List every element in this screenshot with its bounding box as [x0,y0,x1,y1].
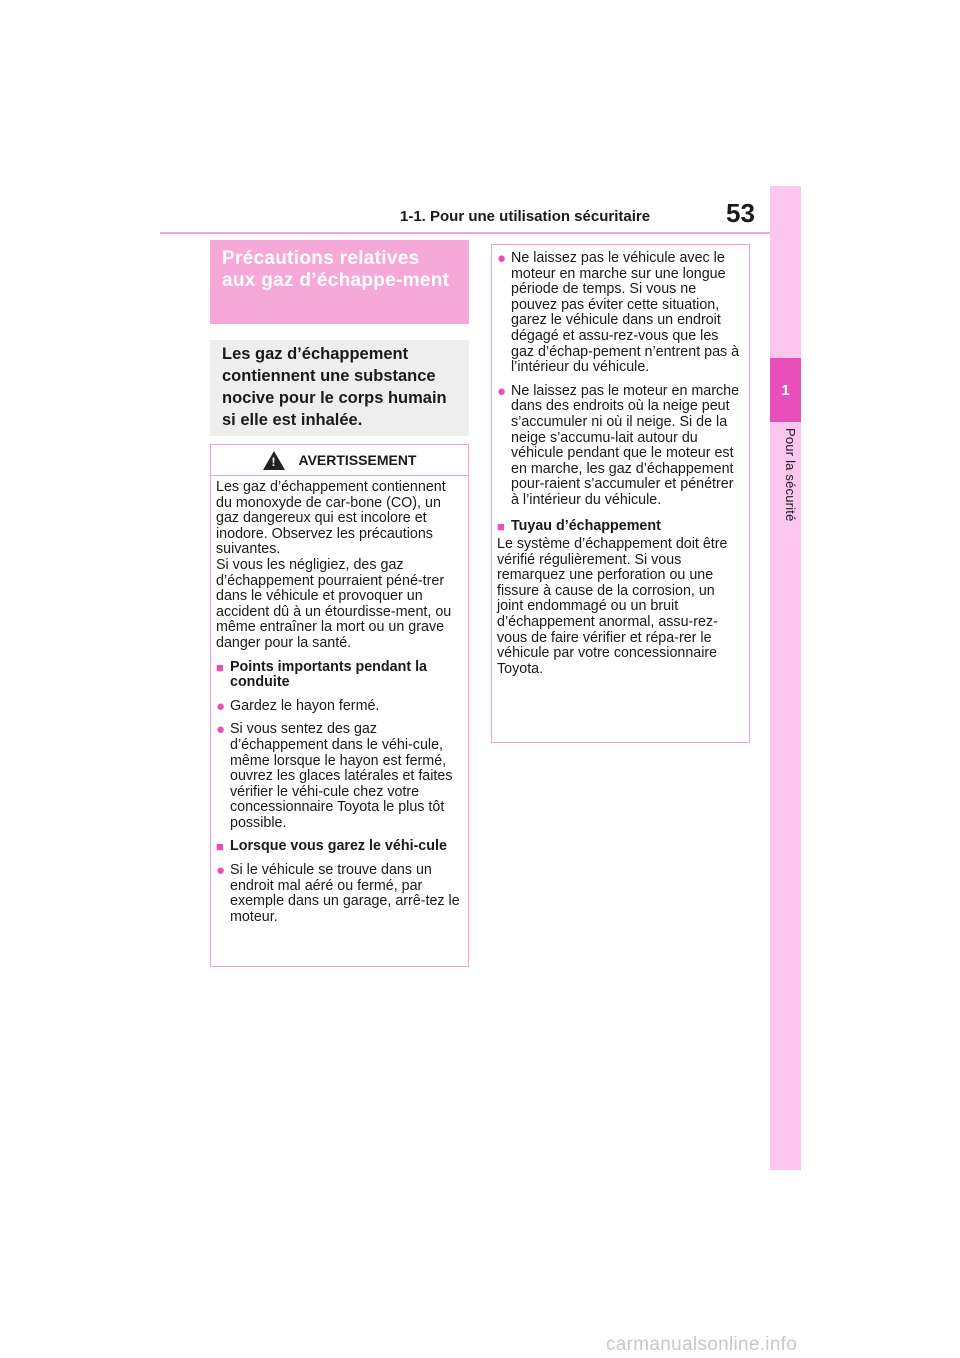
header-rule [160,232,770,234]
list-item: ● Ne laissez pas le véhicule avec le moteur en marche sur une longue période de temps. Si vous ne pouvez pas éviter cette situation, garez le véhicule dans un endroit dégagé et assu-rez-vous que les gaz d’échap-pement n’entrent pas à l’intérieur du véhicule. [497,250,740,376]
watermark: carmanualsonline.info [606,1334,798,1355]
square-bullet-icon: ■ [216,839,224,855]
warning-box-continued [491,244,750,743]
subheading-parking: ■ Lorsque vous garez le véhi-cule [216,838,447,855]
warning-intro-2: Si vous les négligiez, des gaz d’échappement pourraient péné-trer dans le véhicule et provoquer un accident dû à un étourdisse-ment, ou même entraîner la mort ou un grave danger pour la santé. [216,556,452,651]
list-item: ● Si vous sentez des gaz d’échappement dans le véhi-cule, même lorsque le hayon est fermé, ouvrez les glaces latérales et faites vérifier le véhi-cule chez votre concessionnaire Toyota le plus tôt possible. [216,721,453,831]
circle-bullet-icon: ● [497,382,507,400]
subheading-driving: ■ Points importants pendant la conduite [216,658,427,691]
warning-triangle-icon: ! [263,451,285,470]
square-bullet-icon: ■ [216,659,224,675]
chapter-number-tab[interactable]: 1 [770,358,801,422]
subheading-exhaust-pipe: ■ Tuyau d’échappement [497,517,661,534]
section-summary: Les gaz d’échappement contiennent une substance nocive pour le corps humain si elle est inhalée. [210,340,469,436]
square-bullet-icon: ■ [497,518,505,534]
chapter-label: Pour la sécurité [783,428,798,522]
warning-header [211,445,468,476]
list-item: ● Si le véhicule se trouve dans un endroit mal aéré ou fermé, par exemple dans un garage, arrê-tez le moteur. [216,862,460,925]
circle-bullet-icon: ● [497,250,507,267]
warning-intro: Les gaz d’échappement contiennent du monoxyde de car-bone (CO), un gaz dangereux qui est incolore et inodore. Observez les précautions suivantes. [216,479,446,558]
exhaust-pipe-text: Le système d’échappement doit être vérifié régulièrement. Si vous remarquez une perforation ou une fissure à cause de la corrosion, un joint endommagé ou un bruit d’échappement anormal, assu-rez-vous de faire vérifier et répa-rer le véhicule par votre concessionnaire Toyota. [497,536,728,677]
circle-bullet-icon: ● [216,721,226,739]
circle-bullet-icon: ● [216,862,226,880]
warning-heading: AVERTISSEMENT [298,452,417,468]
side-tab [770,186,801,1170]
circle-bullet-icon: ● [216,697,226,715]
section-title: Précautions relatives aux gaz d’échappe-ment [210,240,469,324]
warning-box [210,444,469,967]
list-item: ● Gardez le hayon fermé. [216,697,380,715]
list-item: ● Ne laissez pas le moteur en marche dans des endroits où la neige peut s’accumuler ni où il neige. Si de la neige s’accumu-lait autour du véhicule pendant que le moteur est en marche, les gaz d’échappement pour-raient s’accumuler et pénétrer à l’intérieur du véhicule. [497,382,740,508]
running-header: 1-1. Pour une utilisation sécuritaire [400,208,651,225]
page-number: 53 [726,198,755,228]
